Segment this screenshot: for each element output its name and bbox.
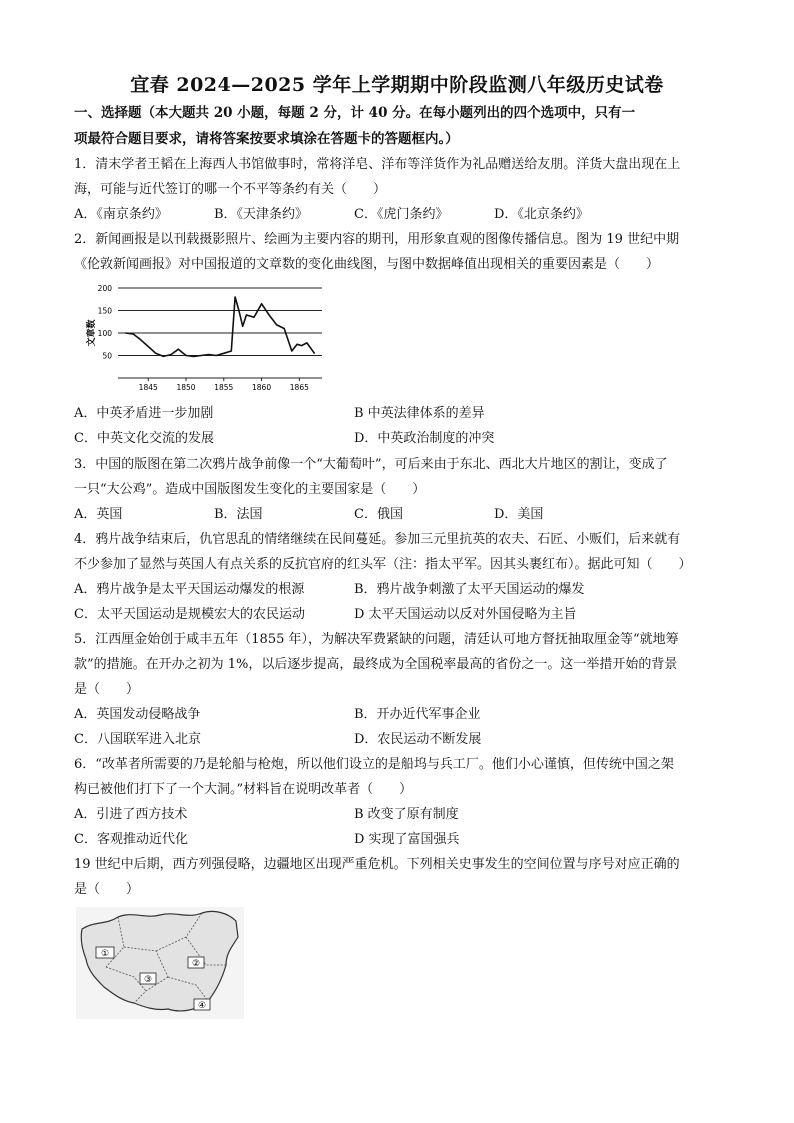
q6-option-a[interactable]: A．引进了西方技术 xyxy=(74,807,188,822)
q4-stem-line1: 4．鸦片战争结束后，仇官思乱的情绪继续在民间蔓延。参加三元里抗英的农夫、石匠、小贩们，后来就有 xyxy=(74,532,681,547)
q6-option-b[interactable]: B 改变了原有制度 xyxy=(354,807,459,822)
q3-option-a[interactable]: A．英国 xyxy=(74,507,123,522)
q1-option-c[interactable]: C．《虎门条约》 xyxy=(354,207,449,222)
y-tick-label: 100 xyxy=(97,329,112,338)
q3-option-b[interactable]: B．法国 xyxy=(214,507,263,522)
map-label-1: ① xyxy=(100,949,110,959)
q4-option-a[interactable]: A．鸦片战争是太平天国运动爆发的根源 xyxy=(74,582,305,597)
q6-stem-line2: 构已被他们打下了一个大洞。”材料旨在说明改革者（ ） xyxy=(74,782,413,797)
q3-option-c[interactable]: C．俄国 xyxy=(354,507,403,522)
y-tick-label: 150 xyxy=(97,306,112,316)
q5-option-d[interactable]: D．农民运动不断发展 xyxy=(354,732,482,747)
q2-stem-line1: 2．新闻画报是以刊载摄影照片、绘画为主要内容的期刊，用形象直观的图像传播信息。图为 19 世纪中期 xyxy=(74,232,680,247)
data-point xyxy=(140,339,141,340)
data-point xyxy=(133,333,134,334)
chart-series xyxy=(125,296,315,357)
data-point xyxy=(148,346,149,347)
data-point xyxy=(201,355,202,356)
q3-stem-line1: 3．中国的版图在第二次鸦片战争前像一个“大葡萄叶”，可后来由于东北、西北大片地区的割让，变成了 xyxy=(74,457,668,472)
map-marker-1 xyxy=(96,947,114,959)
q3-stem-line2: 一只“大公鸡”。造成中国版图发生变化的主要国家是（ ） xyxy=(74,482,426,497)
data-point xyxy=(253,317,254,318)
data-point xyxy=(242,326,243,327)
q2-stem-line2: 《伦敦新闻画报》对中国报道的文章数的变化曲线图，与图中数据峰值出现相关的重要因素是（ ） xyxy=(74,257,660,272)
q1-option-d[interactable]: D．《北京条约》 xyxy=(494,207,589,222)
chart-labels xyxy=(85,284,309,392)
q6-stem-line1: 6．“改革者所需要的乃是轮船与枪炮，所以他们设立的是船坞与兵工厂。他们小心谨慎，但传统中国之架 xyxy=(74,757,674,772)
q6-option-d[interactable]: D 实现了富国强兵 xyxy=(354,832,460,847)
data-point xyxy=(284,328,285,329)
data-point xyxy=(231,350,232,351)
page-title: 宜春 2024—2025 学年上学期期中阶段监测八年级历史试卷 xyxy=(130,74,664,96)
section-heading-line2: 项最符合题目要求，请将答案按要求填涂在答题卡的答题框内。） xyxy=(74,131,459,147)
data-point xyxy=(125,332,126,333)
x-tick-label: 1850 xyxy=(176,383,196,392)
map-marker-3 xyxy=(140,973,156,985)
map-marker-4 xyxy=(194,999,210,1011)
data-point xyxy=(269,314,270,315)
q5-option-a[interactable]: A．英国发动侵略战争 xyxy=(74,707,201,722)
q5-stem-line1: 5．江西厘金始创于咸丰五年（1855 年），为解决军费紧缺的问题，清廷认可地方督抚抽取厘金等“就地筹 xyxy=(74,632,679,647)
q4-option-d[interactable]: D 太平天国运动以反对外国侵略为主旨 xyxy=(354,607,577,622)
q2-option-c[interactable]: C．中英文化交流的发展 xyxy=(74,431,214,446)
q7-stem-line1: 19 世纪中后期，西方列强侵略，边疆地区出现严重危机。下列相关史事发生的空间位置与序号对应正确的 xyxy=(74,857,680,872)
data-point xyxy=(306,342,307,343)
q5-stem-line2: 款”的措施。在开办之初为 1%，以后逐步提高，最终成为全国税率最高的省份之一。这一举措开始的背景 xyxy=(74,657,678,672)
data-point xyxy=(216,355,217,356)
data-point xyxy=(223,353,224,354)
data-point xyxy=(235,296,236,297)
data-point xyxy=(170,354,171,355)
data-point xyxy=(301,345,302,346)
q1-stem-line1: 1．清末学者王韬在上海西人书馆做事时，常将洋皂、洋布等洋货作为礼品赠送给友朋。洋货大盘出现在上 xyxy=(74,157,681,172)
data-point xyxy=(291,350,292,351)
q4-option-c[interactable]: C．太平天国运动是规模宏大的农民运动 xyxy=(74,607,305,622)
data-point xyxy=(155,353,156,354)
series-line xyxy=(126,297,315,356)
data-point xyxy=(296,344,297,345)
data-point xyxy=(276,324,277,325)
x-tick-label: 1845 xyxy=(138,383,158,392)
y-axis-label: 文章数 xyxy=(87,319,97,347)
q5-option-c[interactable]: C．八国联军进入北京 xyxy=(74,732,201,747)
section-heading-line1: 一、选择题（本大题共 20 小题，每题 2 分，计 40 分。在每小题列出的四个选项中，只有一 xyxy=(74,105,636,121)
q5-stem-line3: 是（ ） xyxy=(74,682,140,697)
map-label-2: ② xyxy=(191,959,201,969)
y-tick-label: 200 xyxy=(97,284,112,293)
x-tick-label: 1860 xyxy=(252,383,272,392)
data-point xyxy=(208,354,209,355)
china-map-figure xyxy=(76,907,244,1019)
q1-option-b[interactable]: B．《天津条约》 xyxy=(214,207,309,222)
article-count-chart xyxy=(80,282,330,398)
q3-option-d[interactable]: D．美国 xyxy=(494,507,544,522)
q2-option-a[interactable]: A．中英矛盾进一步加剧 xyxy=(74,406,214,421)
chart-axes xyxy=(118,378,322,381)
q4-option-b[interactable]: B．鸦片战争刺激了太平天国运动的爆发 xyxy=(354,582,585,597)
chart-grid xyxy=(118,288,322,356)
data-point xyxy=(178,349,179,350)
q4-stem-line2: 不少参加了显然与英国人有点关系的反抗官府的红头军（注：指太平军。因其头裹红布）。据此可知（ ） xyxy=(74,557,692,572)
data-point xyxy=(261,303,262,304)
data-point xyxy=(193,356,194,357)
q2-option-b[interactable]: B 中英法律体系的差异 xyxy=(354,406,485,421)
q6-option-c[interactable]: C．客观推动近代化 xyxy=(74,832,188,847)
data-point xyxy=(314,353,315,354)
x-tick-label: 1865 xyxy=(289,383,309,392)
data-point xyxy=(246,314,247,315)
data-point xyxy=(238,310,239,311)
q1-option-a[interactable]: A．《南京条约》 xyxy=(74,207,168,222)
map-label-3: ③ xyxy=(143,975,153,985)
q1-stem-line2: 海，可能与近代签订的哪一个不平等条约有关（ ） xyxy=(74,182,387,197)
x-tick-label: 1855 xyxy=(214,383,234,392)
q2-option-d[interactable]: D．中英政治制度的冲突 xyxy=(354,431,495,446)
y-tick-label: 50 xyxy=(102,351,112,361)
map-marker-2 xyxy=(188,957,204,969)
map-label-4: ④ xyxy=(197,1001,207,1011)
data-point xyxy=(163,356,164,357)
q7-stem-line2: 是（ ） xyxy=(74,882,140,897)
q5-option-b[interactable]: B．开办近代军事企业 xyxy=(354,707,481,722)
data-point xyxy=(185,355,186,356)
